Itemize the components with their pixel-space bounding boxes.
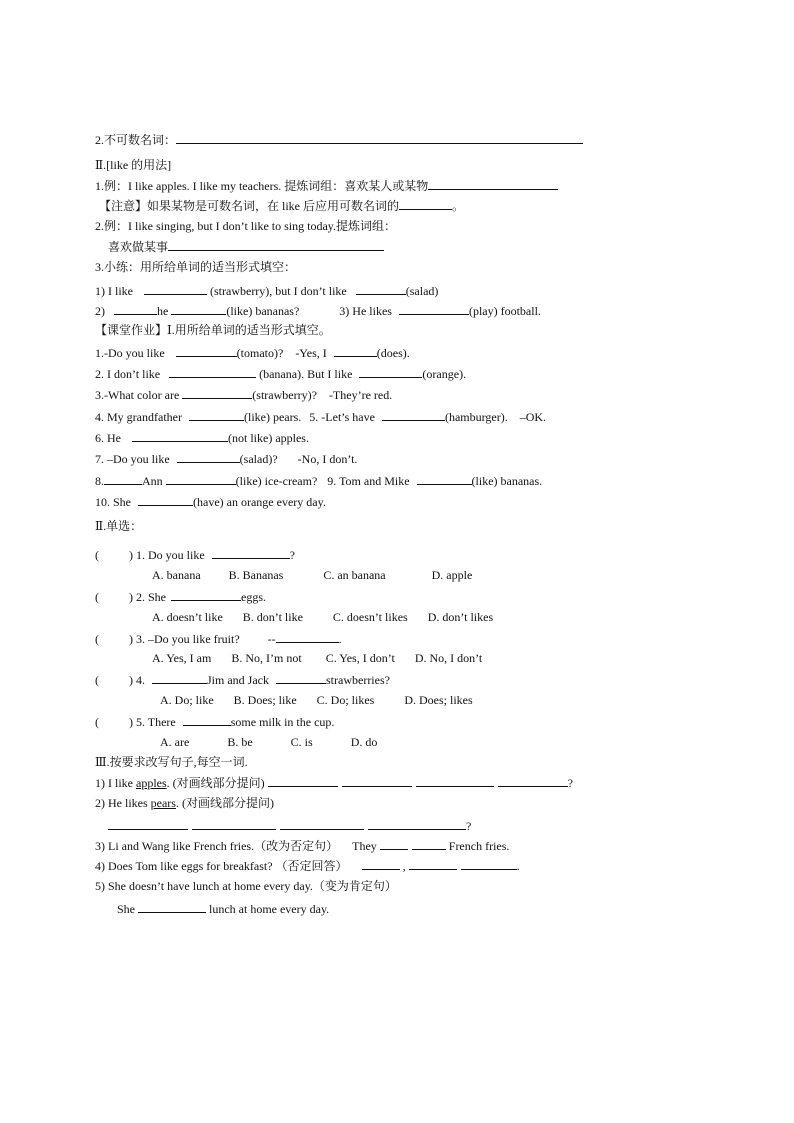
line-text: C. Do; likes (316, 693, 375, 707)
line-text: A. are (160, 735, 190, 749)
line-text: C. is (290, 735, 313, 749)
line-text: 1) I like (95, 776, 136, 790)
line-text: Ⅱ.单选： (95, 519, 143, 533)
line-text: 【注意】如果某物是可数名词，在 like 后应用可数名词的 (99, 199, 399, 213)
line-text: ) 4. (129, 673, 148, 687)
worksheet-line-l31 (95, 774, 573, 791)
answer-blank[interactable] (409, 857, 457, 870)
line-text: 4. My grandfather (95, 410, 185, 424)
answer-blank[interactable] (171, 302, 226, 315)
line-text: ) 2. She (129, 590, 169, 604)
worksheet-line-l35 (95, 857, 520, 874)
answer-blank[interactable] (108, 817, 188, 830)
worksheet-line-l15 (95, 429, 309, 446)
line-text: B. don’t like (242, 610, 303, 624)
line-text: D. apple (431, 568, 473, 582)
line-text: strawberries? (326, 673, 390, 687)
line-text: Ⅲ.按要求改写句子,每空一词. (95, 755, 248, 769)
answer-blank[interactable] (176, 344, 237, 357)
line-text: ( (95, 590, 99, 604)
worksheet-line-l34 (95, 837, 509, 854)
line-text: A. Yes, I am (152, 651, 212, 665)
line-text: (salad)? (239, 452, 278, 466)
worksheet-line-l14 (95, 408, 546, 425)
line-text: A. doesn’t like (152, 610, 223, 624)
worksheet-line-l21 (152, 567, 472, 583)
answer-blank[interactable] (138, 493, 193, 506)
answer-blank[interactable] (152, 671, 207, 684)
answer-blank[interactable] (461, 857, 517, 870)
underlined-word: apples (136, 776, 167, 790)
worksheet-line-l23 (152, 609, 493, 625)
line-text: -Yes, I (295, 346, 330, 360)
line-text: B. be (227, 735, 253, 749)
line-text: 1) I like (95, 284, 136, 298)
line-text: 10. She (95, 495, 134, 509)
line-text: (strawberry), but I don’t like (207, 284, 350, 298)
worksheet-line-l12 (95, 365, 466, 382)
line-text: (like) ice-cream? (235, 474, 318, 488)
line-text: 【课堂作业】Ⅰ.用所给单词的适当形式填空。 (95, 323, 331, 337)
line-text: D. Does; likes (404, 693, 473, 707)
line-text: 1.例：I like apples. I like my teachers. 提炼词组：喜欢某人或某物 (95, 179, 429, 193)
worksheet-line-l36 (95, 878, 397, 894)
line-text: B. Does; like (233, 693, 297, 707)
answer-blank[interactable] (182, 386, 252, 399)
answer-blank[interactable] (368, 817, 466, 830)
answer-blank[interactable] (192, 817, 276, 830)
line-text: 5) She doesn’t have lunch at home every day.（变为肯定句） (95, 879, 397, 893)
line-text: eggs. (241, 590, 266, 604)
answer-blank[interactable] (342, 774, 412, 787)
worksheet-line-l25 (152, 650, 482, 666)
line-text: A. Do; like (160, 693, 214, 707)
line-text: , (399, 859, 409, 873)
line-text: ( (95, 715, 99, 729)
answer-blank[interactable] (399, 302, 469, 315)
line-text: . (516, 859, 520, 873)
worksheet-line-l03 (95, 177, 558, 194)
line-text: Ⅱ.[like 的用法] (95, 158, 172, 172)
worksheet-line-l19 (95, 518, 142, 534)
worksheet-line-l04 (99, 197, 464, 214)
worksheet-line-l28 (95, 713, 334, 730)
worksheet-line-l32 (95, 795, 274, 811)
worksheet-line-l20 (95, 546, 295, 563)
answer-blank[interactable] (356, 282, 406, 295)
line-text: -No, I don’t. (297, 452, 358, 466)
answer-blank[interactable] (416, 774, 494, 787)
line-text: 3) Li and Wang like French fries.（改为否定句） (95, 839, 339, 853)
line-text: . (对画线部分提问) (175, 796, 274, 810)
line-text: . (338, 632, 342, 646)
line-text: 6. He (95, 431, 124, 445)
answer-blank[interactable] (359, 365, 422, 378)
answer-blank[interactable] (412, 837, 446, 850)
answer-blank[interactable] (428, 177, 558, 190)
line-text: 2. I don’t like (95, 367, 164, 381)
answer-blank[interactable] (189, 408, 244, 421)
line-text: 2) (95, 304, 108, 318)
answer-blank[interactable] (334, 344, 377, 357)
worksheet-line-l24 (95, 630, 342, 647)
line-text: ( (95, 548, 99, 562)
line-text: -- (267, 632, 276, 646)
answer-blank[interactable] (382, 408, 445, 421)
answer-blank[interactable] (176, 131, 583, 144)
worksheet-line-l30 (95, 754, 248, 770)
worksheet-line-l22 (95, 588, 266, 605)
answer-blank[interactable] (498, 774, 568, 787)
line-text: -They’re red. (328, 388, 393, 402)
line-text: 4) Does Tom like eggs for breakfast? （否定回答） (95, 859, 348, 873)
line-text: . (对画线部分提问) (166, 776, 268, 790)
line-text: (strawberry)? (252, 388, 317, 402)
worksheet-line-l06 (108, 238, 384, 255)
answer-blank[interactable] (168, 238, 384, 251)
line-text: he (157, 304, 172, 318)
answer-blank[interactable] (276, 671, 326, 684)
worksheet-line-l01 (95, 131, 583, 148)
answer-blank[interactable] (132, 429, 228, 442)
line-text: A. banana (152, 568, 201, 582)
worksheet-line-l27 (160, 692, 473, 708)
line-text: They (352, 839, 380, 853)
answer-blank[interactable] (268, 774, 338, 787)
line-text: 3.小练：用所给单词的适当形式填空： (95, 260, 297, 274)
line-text: ) 3. –Do you like fruit? (129, 632, 240, 646)
answer-blank[interactable] (183, 713, 231, 726)
line-text: (have) an orange every day. (193, 495, 326, 509)
line-text: (tomato)? (236, 346, 284, 360)
answer-blank[interactable] (169, 365, 256, 378)
line-text: 8. (95, 474, 104, 488)
worksheet-line-l02 (95, 157, 171, 173)
answer-blank[interactable] (280, 817, 364, 830)
answer-blank[interactable] (276, 630, 339, 643)
line-text: ) 5. There (129, 715, 179, 729)
line-text: 2.例：I like singing, but I don’t like to sing today.提炼词组： (95, 219, 396, 233)
line-text: (like) bananas? (226, 304, 300, 318)
line-text: 喜欢做某事 (108, 240, 169, 254)
line-text: C. Yes, I don’t (325, 651, 395, 665)
line-text: (salad) (405, 284, 439, 298)
answer-blank[interactable] (212, 546, 290, 559)
line-text: C. an banana (323, 568, 386, 582)
worksheet-line-l33 (108, 817, 471, 834)
answer-blank[interactable] (399, 197, 452, 210)
line-text: B. No, I’m not (231, 651, 302, 665)
worksheet-line-l13 (95, 386, 392, 403)
line-text: (hamburger). (444, 410, 508, 424)
line-text: (orange). (422, 367, 467, 381)
line-text: (like) bananas. (471, 474, 543, 488)
answer-blank[interactable] (166, 472, 236, 485)
line-text: ? (466, 819, 472, 833)
line-text: D. don’t likes (427, 610, 494, 624)
worksheet-line-l16 (95, 450, 357, 467)
line-text: 7. –Do you like (95, 452, 173, 466)
worksheet-line-l37 (117, 900, 329, 917)
line-text: ( (95, 673, 99, 687)
line-text: 3) He likes (339, 304, 395, 318)
line-text: Ann (142, 474, 166, 488)
line-text: lunch at home every day. (206, 902, 330, 916)
answer-blank[interactable] (104, 472, 142, 485)
line-text: ) 1. Do you like (129, 548, 208, 562)
line-text: French fries. (445, 839, 510, 853)
line-text: 5. -Let’s have (309, 410, 378, 424)
worksheet-line-l10 (95, 322, 331, 338)
line-text: 1.-Do you like (95, 346, 168, 360)
line-text: 。 (452, 199, 465, 213)
line-text: (does). (376, 346, 410, 360)
worksheet-line-l26 (95, 671, 390, 688)
line-text: ( (95, 632, 99, 646)
answer-blank[interactable] (171, 588, 241, 601)
worksheet-line-l29 (160, 734, 377, 750)
line-text: She (117, 902, 138, 916)
line-text: C. doesn’t likes (332, 610, 408, 624)
answer-blank[interactable] (362, 857, 400, 870)
line-text: 3.-What color are (95, 388, 183, 402)
answer-blank[interactable] (138, 900, 206, 913)
line-text: 9. Tom and Mike (327, 474, 413, 488)
answer-blank[interactable] (380, 837, 408, 850)
line-text: (play) football. (468, 304, 541, 318)
line-text: D. do (350, 735, 378, 749)
answer-blank[interactable] (114, 302, 157, 315)
answer-blank[interactable] (417, 472, 472, 485)
line-text: ? (567, 776, 573, 790)
line-text: 2) He likes (95, 796, 151, 810)
line-text: B. Bananas (228, 568, 284, 582)
line-text: 2.不可数名词： (95, 133, 177, 147)
worksheet-line-l07 (95, 259, 296, 275)
answer-blank[interactable] (177, 450, 240, 463)
answer-blank[interactable] (144, 282, 207, 295)
worksheet-line-l08 (95, 282, 438, 299)
line-text: D. No, I don’t (414, 651, 483, 665)
worksheet-line-l11 (95, 344, 410, 361)
worksheet-line-l05 (95, 218, 396, 234)
line-text: –OK. (519, 410, 547, 424)
underlined-word: pears (150, 796, 176, 810)
line-text: ? (289, 548, 295, 562)
line-text: Jim and Jack (207, 673, 272, 687)
line-text: (like) pears. (243, 410, 302, 424)
worksheet-line-l18 (95, 493, 326, 510)
worksheet-line-l09 (95, 302, 541, 319)
line-text: some milk in the cup. (230, 715, 335, 729)
worksheet-line-l17 (95, 472, 542, 489)
line-text: (not like) apples. (228, 431, 309, 445)
line-text: (banana). But I like (256, 367, 356, 381)
